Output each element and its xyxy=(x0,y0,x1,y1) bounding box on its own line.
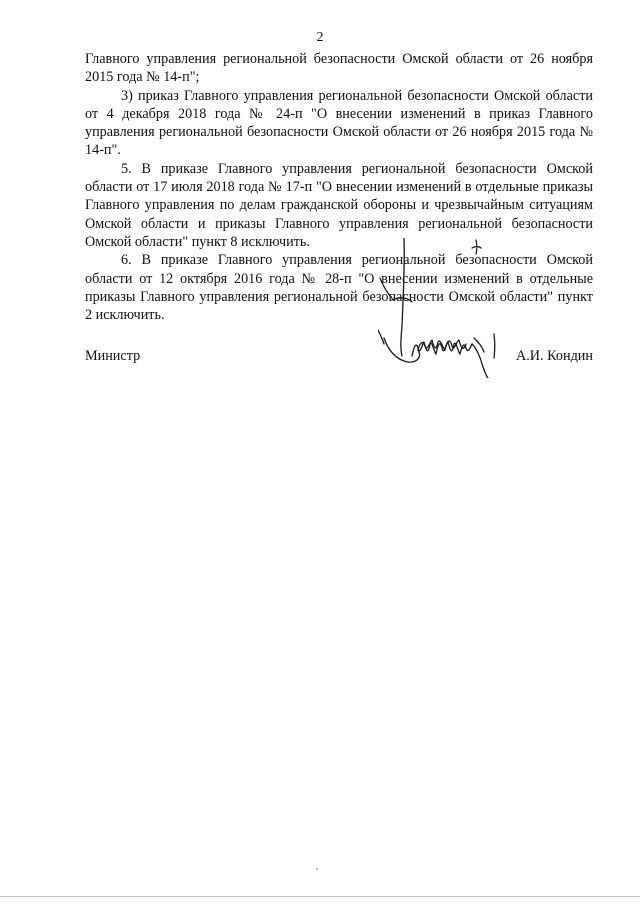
signer-name: А.И. Кондин xyxy=(516,348,593,364)
page-number: 2 xyxy=(316,30,324,45)
signer-title: Министр xyxy=(85,348,141,364)
paragraph-item-3: 3) приказ Главного управления региональной безопасности Омской области от 4 декабря 2018 года № 24-п "О внесении изменений в приказ Главного управления региональной безопасности Омской области от 26 ноября 2015 года № 14-п". xyxy=(85,87,593,159)
paragraph-item-5: 5. В приказе Главного управления региональной безопасности Омской области от 17 июля 2018 года № 17-п "О внесении изменений в отдельные приказы Главного управления по делам гражданской обороны и чрезвычайным ситуациям Омской области и приказы Главного управления региональной безопасности Омской области" пункт 8 исключить. xyxy=(85,160,593,250)
page-bottom-edge xyxy=(0,896,640,897)
paragraph-continuation: Главного управления региональной безопасности Омской области от 26 ноября 2015 года № 14-п"; xyxy=(85,51,593,86)
paragraph-item-6: 6. В приказе Главного управления региональной безопасности Омской области от 12 октября 2016 года № 28-п "О внесении изменений в отдельные приказы Главного управления региональной безопасности Омской области" пункт 2 исключить. xyxy=(85,252,593,324)
footer-mark xyxy=(316,868,318,870)
signature-block xyxy=(85,342,593,366)
document-body xyxy=(85,50,593,324)
